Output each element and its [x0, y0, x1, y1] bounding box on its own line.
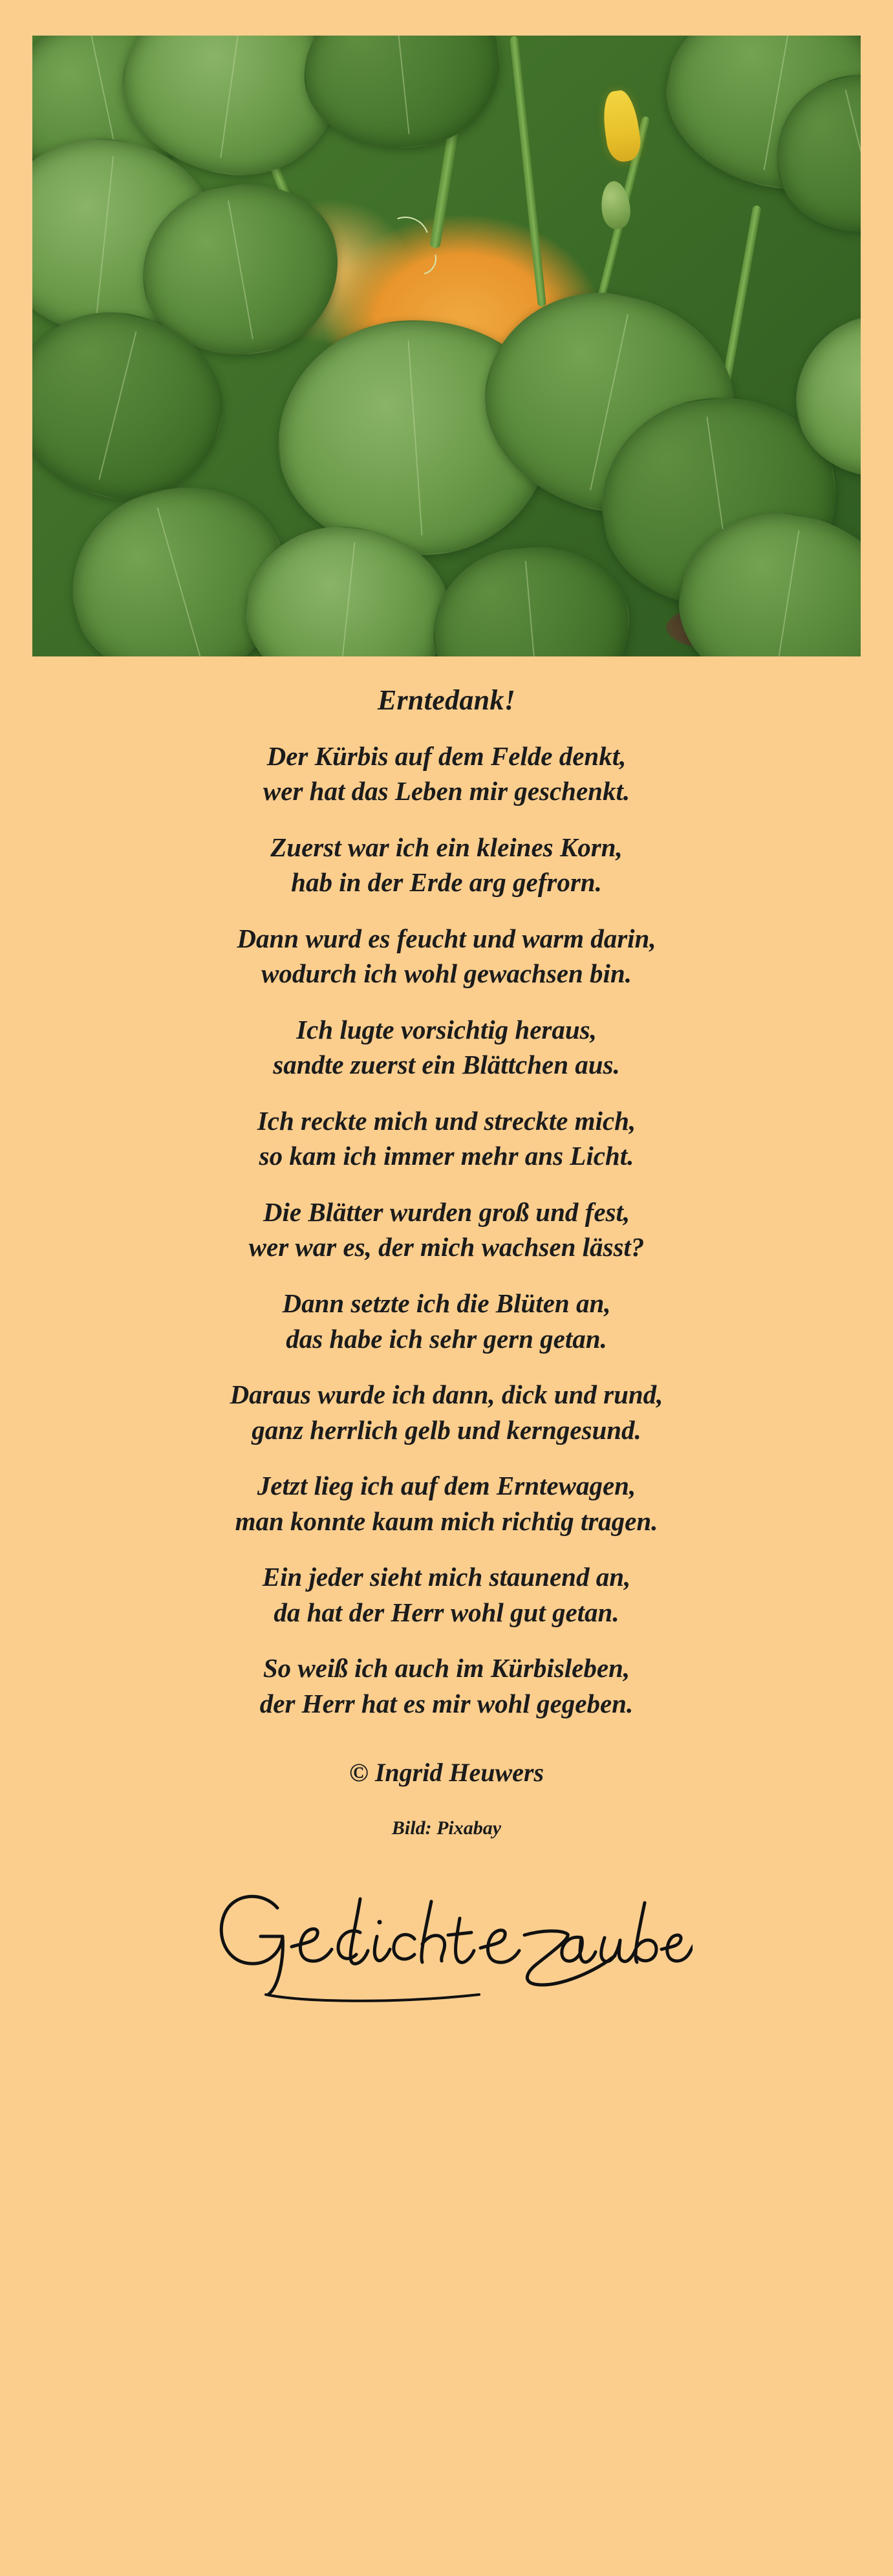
poem-line: das habe ich sehr gern getan.	[286, 1323, 607, 1354]
poem-line: Ich lugte vorsichtig heraus,	[296, 1014, 597, 1044]
photo-canvas	[32, 36, 861, 656]
poem-line: wer war es, der mich wachsen lässt?	[248, 1232, 645, 1262]
poem-line: so kam ich immer mehr ans Licht.	[259, 1141, 634, 1171]
stanza-8	[32, 1377, 861, 1447]
poem-line: Dann wurd es feucht und warm darin,	[237, 923, 656, 953]
poem-line: Dann setzte ich die Blüten an,	[282, 1288, 611, 1318]
stanza-5	[32, 1103, 861, 1174]
poem-line: hab in der Erde arg gefrorn.	[291, 867, 602, 898]
stanza-7	[32, 1286, 861, 1356]
poem-line: wer hat das Leben mir geschenkt.	[263, 776, 630, 806]
poem-line: sandte zuerst ein Blättchen aus.	[273, 1050, 620, 1080]
poem-line: man konnte kaum mich richtig tragen.	[235, 1506, 658, 1536]
poem-line: Jetzt lieg ich auf dem Erntewagen,	[257, 1471, 636, 1501]
stanza-4	[32, 1012, 861, 1083]
page-title: Erntedank!	[377, 684, 516, 716]
poem-line: Ein jeder sieht mich staunend an,	[262, 1562, 631, 1592]
poem-line: Der Kürbis auf dem Felde denkt,	[266, 741, 627, 771]
stanza-6	[32, 1195, 861, 1265]
author-credit: © Ingrid Heuwers	[349, 1758, 544, 1788]
stanza-3	[32, 921, 861, 991]
poem-line: Daraus wurde ich dann, dick und rund,	[230, 1380, 663, 1410]
poem-line: Die Blätter wurden groß und fest,	[263, 1196, 630, 1227]
stanza-9	[32, 1468, 861, 1539]
poem-line: Ich reckte mich und streckte mich,	[257, 1105, 636, 1136]
poem-line: der Herr hat es mir wohl gegeben.	[259, 1688, 634, 1718]
stanza-1	[32, 739, 861, 809]
poem-line: So weiß ich auch im Kürbisleben,	[263, 1653, 630, 1683]
stem	[510, 36, 546, 307]
poem-line: ganz herrlich gelb und kerngesund.	[252, 1414, 641, 1445]
poem-line: wodurch ich wohl gewachsen bin.	[261, 958, 632, 989]
pumpkin-photo	[32, 36, 861, 656]
leaf	[427, 538, 637, 656]
stanza-2	[32, 830, 861, 900]
poem-line: Zuerst war ich ein kleines Korn,	[270, 832, 623, 862]
poem-line: da hat der Herr wohl gut getan.	[274, 1597, 619, 1627]
pumpkin-flower	[600, 89, 643, 164]
poem-body	[32, 656, 861, 1839]
stanza-11	[32, 1651, 861, 1721]
stanza-10	[32, 1559, 861, 1630]
image-credit: Bild: Pixabay	[391, 1817, 502, 1839]
gedichtezauber-logo	[201, 1865, 693, 2014]
leaf	[296, 36, 508, 158]
